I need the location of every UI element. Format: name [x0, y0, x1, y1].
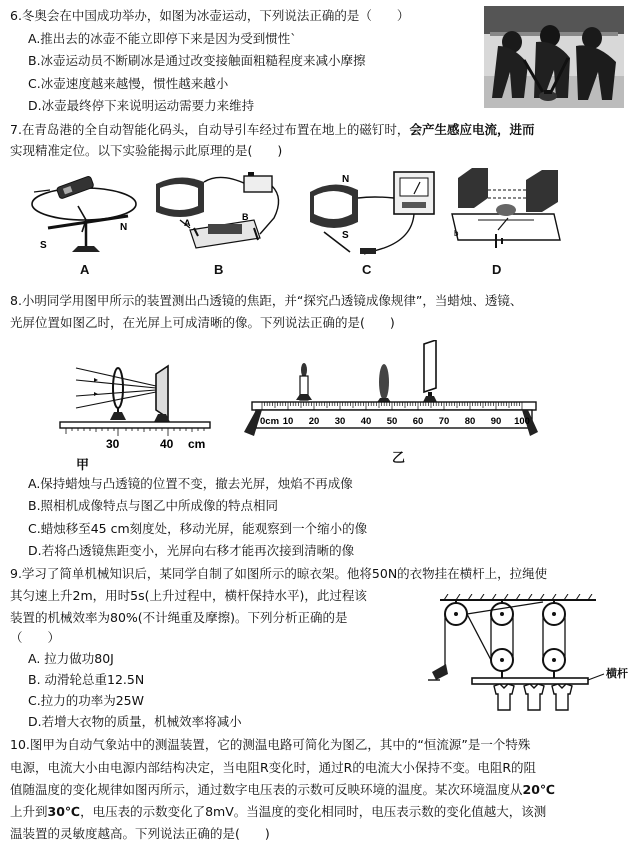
q8-line1: 8.小明同学用图甲所示的装置测出凸透镜的焦距，并“探究凸透镜成像规律”，当蜡烛、透镜、 [10, 293, 523, 308]
q9-crossbar-label: 横杆 [606, 667, 628, 680]
q8-jia-unit: cm [188, 437, 206, 451]
q6-stem: 6.冬奥会在中国成功举办，如图为冰壶运动，下列说法正确的是（ ） [10, 8, 410, 23]
ruler-label: 50 [386, 416, 398, 427]
q7-line1-text: 7.在青岛港的全自动智能化码头，自动导引车经过布置在地上的磁钉时， [10, 122, 410, 137]
q8-option-d: D.若将凸透镜焦距变小，光屏向右移才能再次接到清晰的像 [28, 543, 355, 558]
q7-line2: 实现精准定位。以下实验能揭示此原理的是( ) [10, 143, 283, 158]
q7-c-s-label: S [342, 230, 349, 241]
ruler-label: 30 [334, 416, 346, 427]
q10-line2: 电源，电流大小由电源内部结构决定，当电阻R变化时，通过R的电流大小保持不变。电阻R的阻 [10, 760, 537, 775]
q7-a-n-label: N [120, 222, 128, 233]
ruler-label: 60 [412, 416, 424, 427]
q9-line1: 9.学习了简单机械知识后，某同学自制了如图所示的晾衣架。他将50N的衣物挂在横杆上，拉绳使 [10, 566, 548, 581]
q9-option-c: C.拉力的功率为25W [28, 693, 144, 708]
q8-jia-label: 甲 [76, 457, 90, 472]
ruler-label: 0cm [260, 416, 280, 427]
q7-figure-a [28, 168, 146, 268]
q10-temp-to: 30℃ [47, 804, 81, 819]
q7-line1-emphasis: 会产生感应电流，进而 [409, 122, 535, 137]
q9-option-b: B. 动滑轮总重12.5N [28, 672, 145, 687]
svg-text:b: b [454, 229, 459, 238]
q7-c-n-label: N [342, 174, 350, 185]
q9-option-a: A. 拉力做功80J [28, 651, 114, 666]
ruler-label: 10 [282, 416, 294, 427]
q10-line4-prefix: 上升到 [10, 804, 48, 819]
q7-figure-d [448, 168, 566, 262]
svg-text:B: B [242, 212, 249, 222]
ruler-label: 70 [438, 416, 450, 427]
ruler-label: 40 [360, 416, 372, 427]
ruler-label: 20 [308, 416, 320, 427]
q8-jia-tick-30: 30 [106, 437, 120, 451]
q10-line4-text: ，电压表的示数变化了8mV。当温度的变化相同时，电压表示数的变化值越大，该测 [80, 804, 547, 819]
q7-figure-label-b: B [214, 262, 224, 277]
q8-option-a: A.保持蜡烛与凸透镜的位置不变，撤去光屏，烛焰不再成像 [28, 476, 353, 491]
q6-option-a: A.推出去的冰壶不能立即停下来是因为受到惯性` [28, 31, 297, 46]
q9-line4: （ ） [10, 630, 61, 645]
q7-figure-c [304, 168, 444, 262]
q10-line3 [10, 782, 555, 798]
ruler-label: 100 [514, 416, 530, 427]
q8-option-b: B.照相机成像特点与图乙中所成像的特点相同 [28, 498, 279, 513]
q10-line5: 温装置的灵敏度越高。下列说法正确的是( ) [10, 826, 270, 841]
ruler-label: 80 [464, 416, 476, 427]
q8-option-c: C.蜡烛移至45 cm刻度处，移动光屏，能观察到一个缩小的像 [28, 521, 368, 536]
q9-line3: 装置的机械效率为80%(不计绳重及摩擦)。下列分析正确的是 [10, 610, 348, 625]
q7-figure-b [150, 168, 290, 262]
q10-line1: 10.图甲为自动气象站中的测温装置，它的测温电路可简化为图乙，其中的“恒流源”是一个特殊 [10, 737, 531, 752]
q8-yi-label: 乙 [392, 450, 406, 465]
q7-line1 [10, 122, 534, 138]
q7-figure-label-d: D [492, 262, 502, 277]
q10-line3-text: 值随温度的变化规律如图丙所示，通过数字电压表的示数可反映环境的温度。某次环境温度从 [10, 782, 523, 797]
q10-line4 [10, 804, 546, 820]
q8-line2: 光屏位置如图乙时，在光屏上可成清晰的像。下列说法正确的是( ) [10, 315, 395, 330]
q7-figure-label-c: C [362, 262, 372, 277]
q6-option-d: D.冰壶最终停下来说明运动需要力来维持 [28, 98, 255, 113]
q8-figure-yi [238, 340, 544, 446]
q8-jia-tick-40: 40 [160, 437, 174, 451]
q6-option-b: B.冰壶运动员不断刷冰是通过改变接触面粗糙程度来减小摩擦 [28, 53, 366, 68]
q9-line2: 其匀速上升2m，用时5s(上升过程中，横杆保持水平)，此过程该 [10, 588, 367, 603]
q6-option-c: C.冰壶速度越来越慢，惯性越来越小 [28, 76, 229, 91]
q9-option-d: D.若增大衣物的质量，机械效率将减小 [28, 714, 242, 729]
q9-pulley-figure [420, 594, 620, 718]
curling-photo [484, 6, 624, 108]
q10-temp-from: 20℃ [522, 782, 556, 797]
svg-text:A: A [184, 218, 191, 228]
ruler-label: 90 [490, 416, 502, 427]
q7-a-s-label: S [40, 240, 47, 251]
q7-figure-label-a: A [80, 262, 90, 277]
